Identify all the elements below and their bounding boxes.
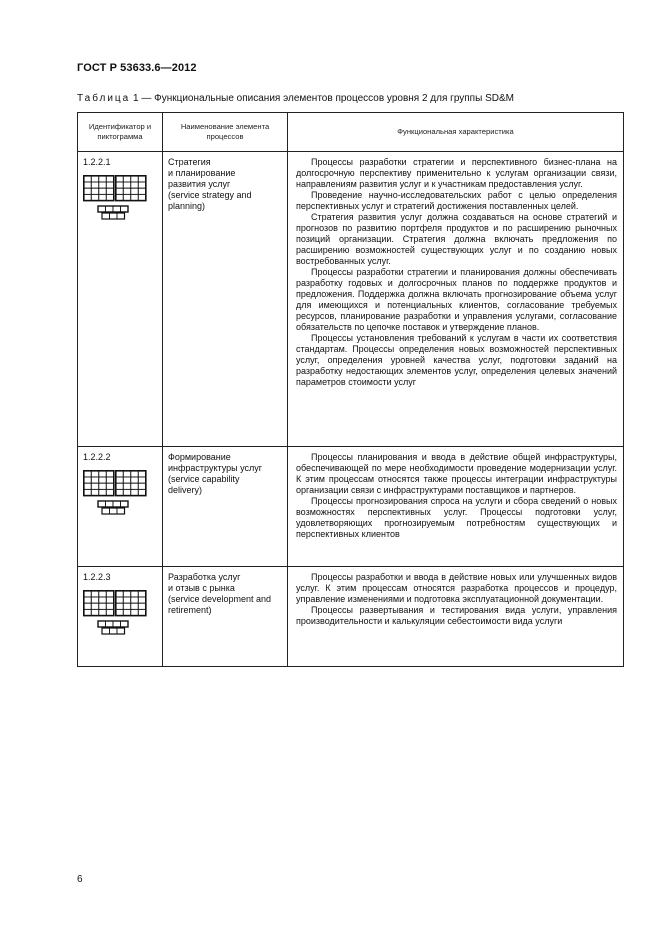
id-cell <box>78 447 163 567</box>
name-cell <box>163 447 288 567</box>
table-row <box>78 447 624 567</box>
name-cell <box>163 567 288 667</box>
caption-prefix: Таблица <box>77 93 131 104</box>
process-id: 1.2.2.2 <box>83 452 111 462</box>
process-name-line: и планирование <box>168 168 236 178</box>
description-paragraph: Процессы установления требований к услугам в части их соответствия стандартам. Процессы определения новых возможностей перспективных услуг, определения уровней качества услуг, подготовки заданий на разработку недостающих элементов услуг, определения целевых значений параметров стоимости услуг <box>296 333 617 387</box>
process-name-line: инфраструктуры услуг <box>168 463 263 473</box>
name-cell <box>163 152 288 447</box>
process-name-line: (service development and <box>168 594 272 604</box>
process-table <box>77 112 624 667</box>
process-name-line: delivery) <box>168 485 203 495</box>
process-grid-icon <box>83 590 148 640</box>
description-cell <box>288 567 624 667</box>
table-body <box>78 152 624 667</box>
description-paragraph: Процессы разработки стратегии и перспективного бизнес-плана на долгосрочную перспективу применительно к услугам организации связи, направлениям развития услуг и к участникам предоставления услуг. <box>296 157 617 189</box>
table-header-row <box>78 113 624 152</box>
caption-text: 1 — Функциональные описания элементов процессов уровня 2 для группы SD&M <box>130 93 514 104</box>
id-cell <box>78 152 163 447</box>
table-row <box>78 152 624 447</box>
column-header-name: Наименование элемента процессов <box>163 113 288 152</box>
description-cell <box>288 447 624 567</box>
column-header-id: Идентификатор и пиктограмма <box>78 113 163 152</box>
process-name-line: retirement) <box>168 605 212 615</box>
description-paragraph: Проведение научно-исследовательских работ с целью определения перспективных услуг и стратегий достижения поставленных целей. <box>296 190 617 211</box>
column-header-desc: Функциональная характеристика <box>288 113 624 152</box>
process-name-line: Формирование <box>168 452 231 462</box>
process-name-line: Разработка услуг <box>168 572 241 582</box>
process-name-line: Стратегия <box>168 157 211 167</box>
description-paragraph: Процессы прогнозирования спроса на услуги и сбора сведений о новых возможностях перспективных услуг. Процессы подготовки услуг, удовлетворяющих прогнозируемым потребностям существующих и перспективных клиентов <box>296 496 617 539</box>
description-cell <box>288 152 624 447</box>
process-grid-svg <box>83 175 148 225</box>
table-caption <box>77 93 514 104</box>
description-paragraph: Процессы планирования и ввода в действие общей инфраструктуры, обеспечивающей по мере необходимости проведение модернизации услуг. К этим процессам относятся также процессы интеграции инфраструктуры организации связи с инфраструктурами поставщиков и партнеров. <box>296 452 617 495</box>
description-paragraph: Процессы разработки стратегии и планирования должны обеспечивать разработку годовых и долгосрочных планов по поддержке продуктов и предложения. Поддержка должна включать прогнозирование объема услуг для имеющихся и потенциальных клиентов, согласование требуемых ресурсов, планирование разработки и управления услугами, согласование обязательств по цепочке поставок и утверждение планов. <box>296 267 617 332</box>
process-grid-svg <box>83 470 148 520</box>
description-paragraph: Стратегия развития услуг должна создаваться на основе стратегий и прогнозов по развитию портфеля продуктов и по расширению рыночных позиций организации. Стратегия должна включать предложения по расширению возможностей существующих услуг и по созданию новых востребованных услуг. <box>296 212 617 266</box>
table-row <box>78 567 624 667</box>
process-id: 1.2.2.3 <box>83 572 111 582</box>
process-id: 1.2.2.1 <box>83 157 111 167</box>
description-paragraph: Процессы разработки и ввода в действие новых или улучшенных видов услуг. К этим процессам относятся разработка процессов и процедур, управление изменениями и подготовка эксплуатационной документации. <box>296 572 617 604</box>
process-grid-svg <box>83 590 148 640</box>
process-name-line: (service capability <box>168 474 240 484</box>
process-name-line: planning) <box>168 201 206 211</box>
process-name-line: (service strategy and <box>168 190 252 200</box>
process-grid-icon <box>83 470 148 520</box>
description-paragraph: Процессы развертывания и тестирования вида услуги, управления производительности и калькуляции себестоимости вида услуги <box>296 605 617 626</box>
document-header: ГОСТ Р 53633.6—2012 <box>77 62 197 74</box>
process-grid-icon <box>83 175 148 225</box>
functional-description-table <box>77 112 623 667</box>
process-name-line: развития услуг <box>168 179 231 189</box>
process-name-line: и отзыв с рынка <box>168 583 235 593</box>
id-cell <box>78 567 163 667</box>
page-number: 6 <box>77 874 83 885</box>
